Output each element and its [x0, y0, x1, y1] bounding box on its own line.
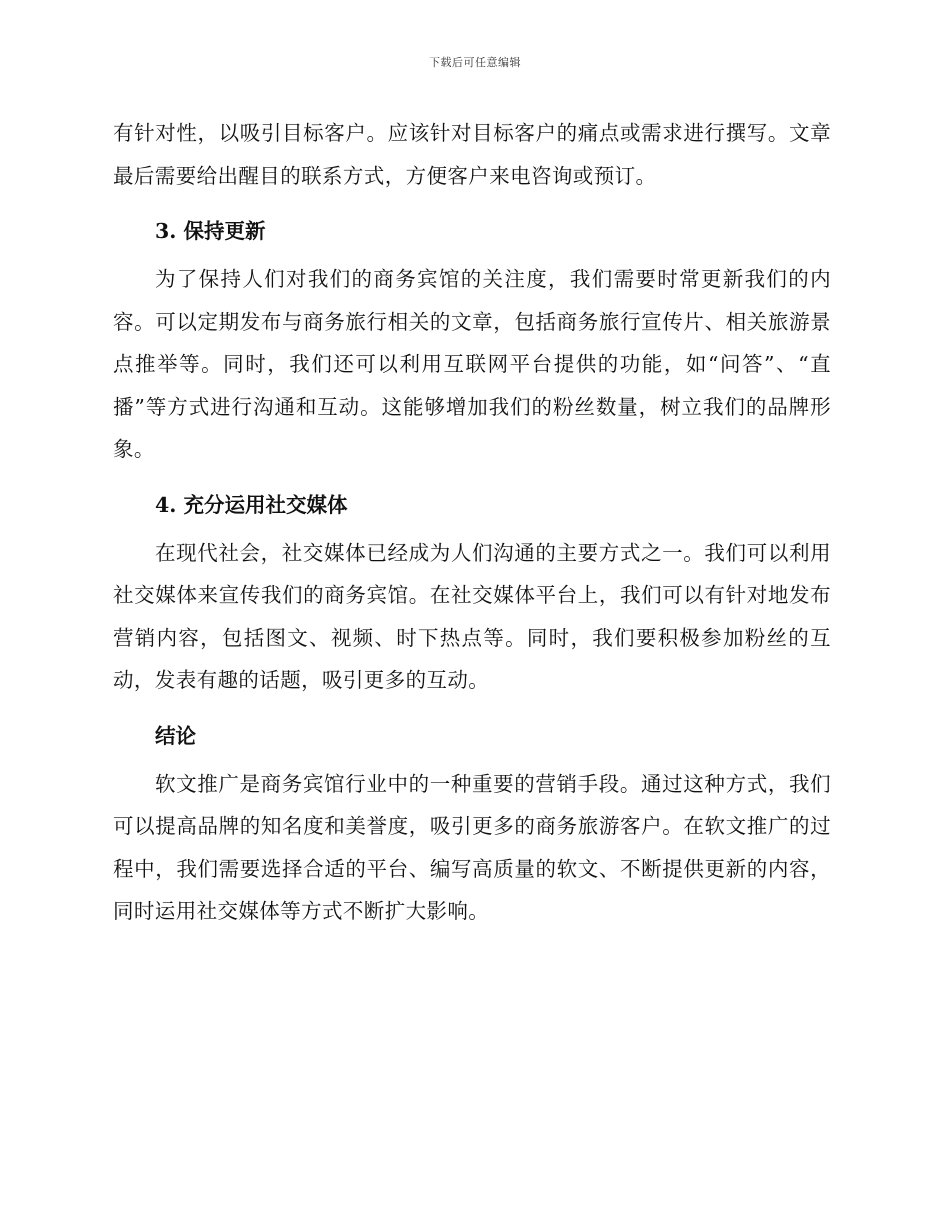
section-heading-conclusion: 结论 [155, 723, 196, 748]
section-heading-keep-updated: 3. 保持更新 [155, 219, 266, 243]
paragraph-continuation: 有针对性，以吸引目标客户。应该针对目标客户的痛点或需求进行撰写。文章最后需要给出醒目的联系方式，方便客户来电咨询或预订。 [113, 121, 831, 188]
paragraph-keep-updated: 为了保持人们对我们的商务宾馆的关注度，我们需要时常更新我们的内容。可以定期发布与商务旅行相关的文章，包括商务旅行宣传片、相关旅游景点推举等。同时，我们还可以利用互联网平台提供的功能，如“问答”、“直播”等方式进行沟通和互动。这能够增加我们的粉丝数量，树立我们的品牌形象。 [113, 267, 831, 461]
section-heading-social-media: 4. 充分运用社交媒体 [155, 492, 348, 517]
paragraph-social-media: 在现代社会，社交媒体已经成为人们沟通的主要方式之一。我们可以利用社交媒体来宣传我们的商务宾馆。在社交媒体平台上，我们可以有针对地发布营销内容，包括图文、视频、时下热点等。同时，我们要积极参加粉丝的互动，发表有趣的话题，吸引更多的互动。 [113, 540, 831, 692]
page-header: 下载后可任意编辑 [429, 56, 521, 69]
document-body [113, 112, 831, 933]
paragraph-conclusion: 软文推广是商务宾馆行业中的一种重要的营销手段。通过这种方式，我们可以提高品牌的知名度和美誉度，吸引更多的商务旅游客户。在软文推广的过程中，我们需要选择合适的平台、编写高质量的软文、不断提供更新的内容，同时运用社交媒体等方式不断扩大影响。 [113, 771, 831, 923]
